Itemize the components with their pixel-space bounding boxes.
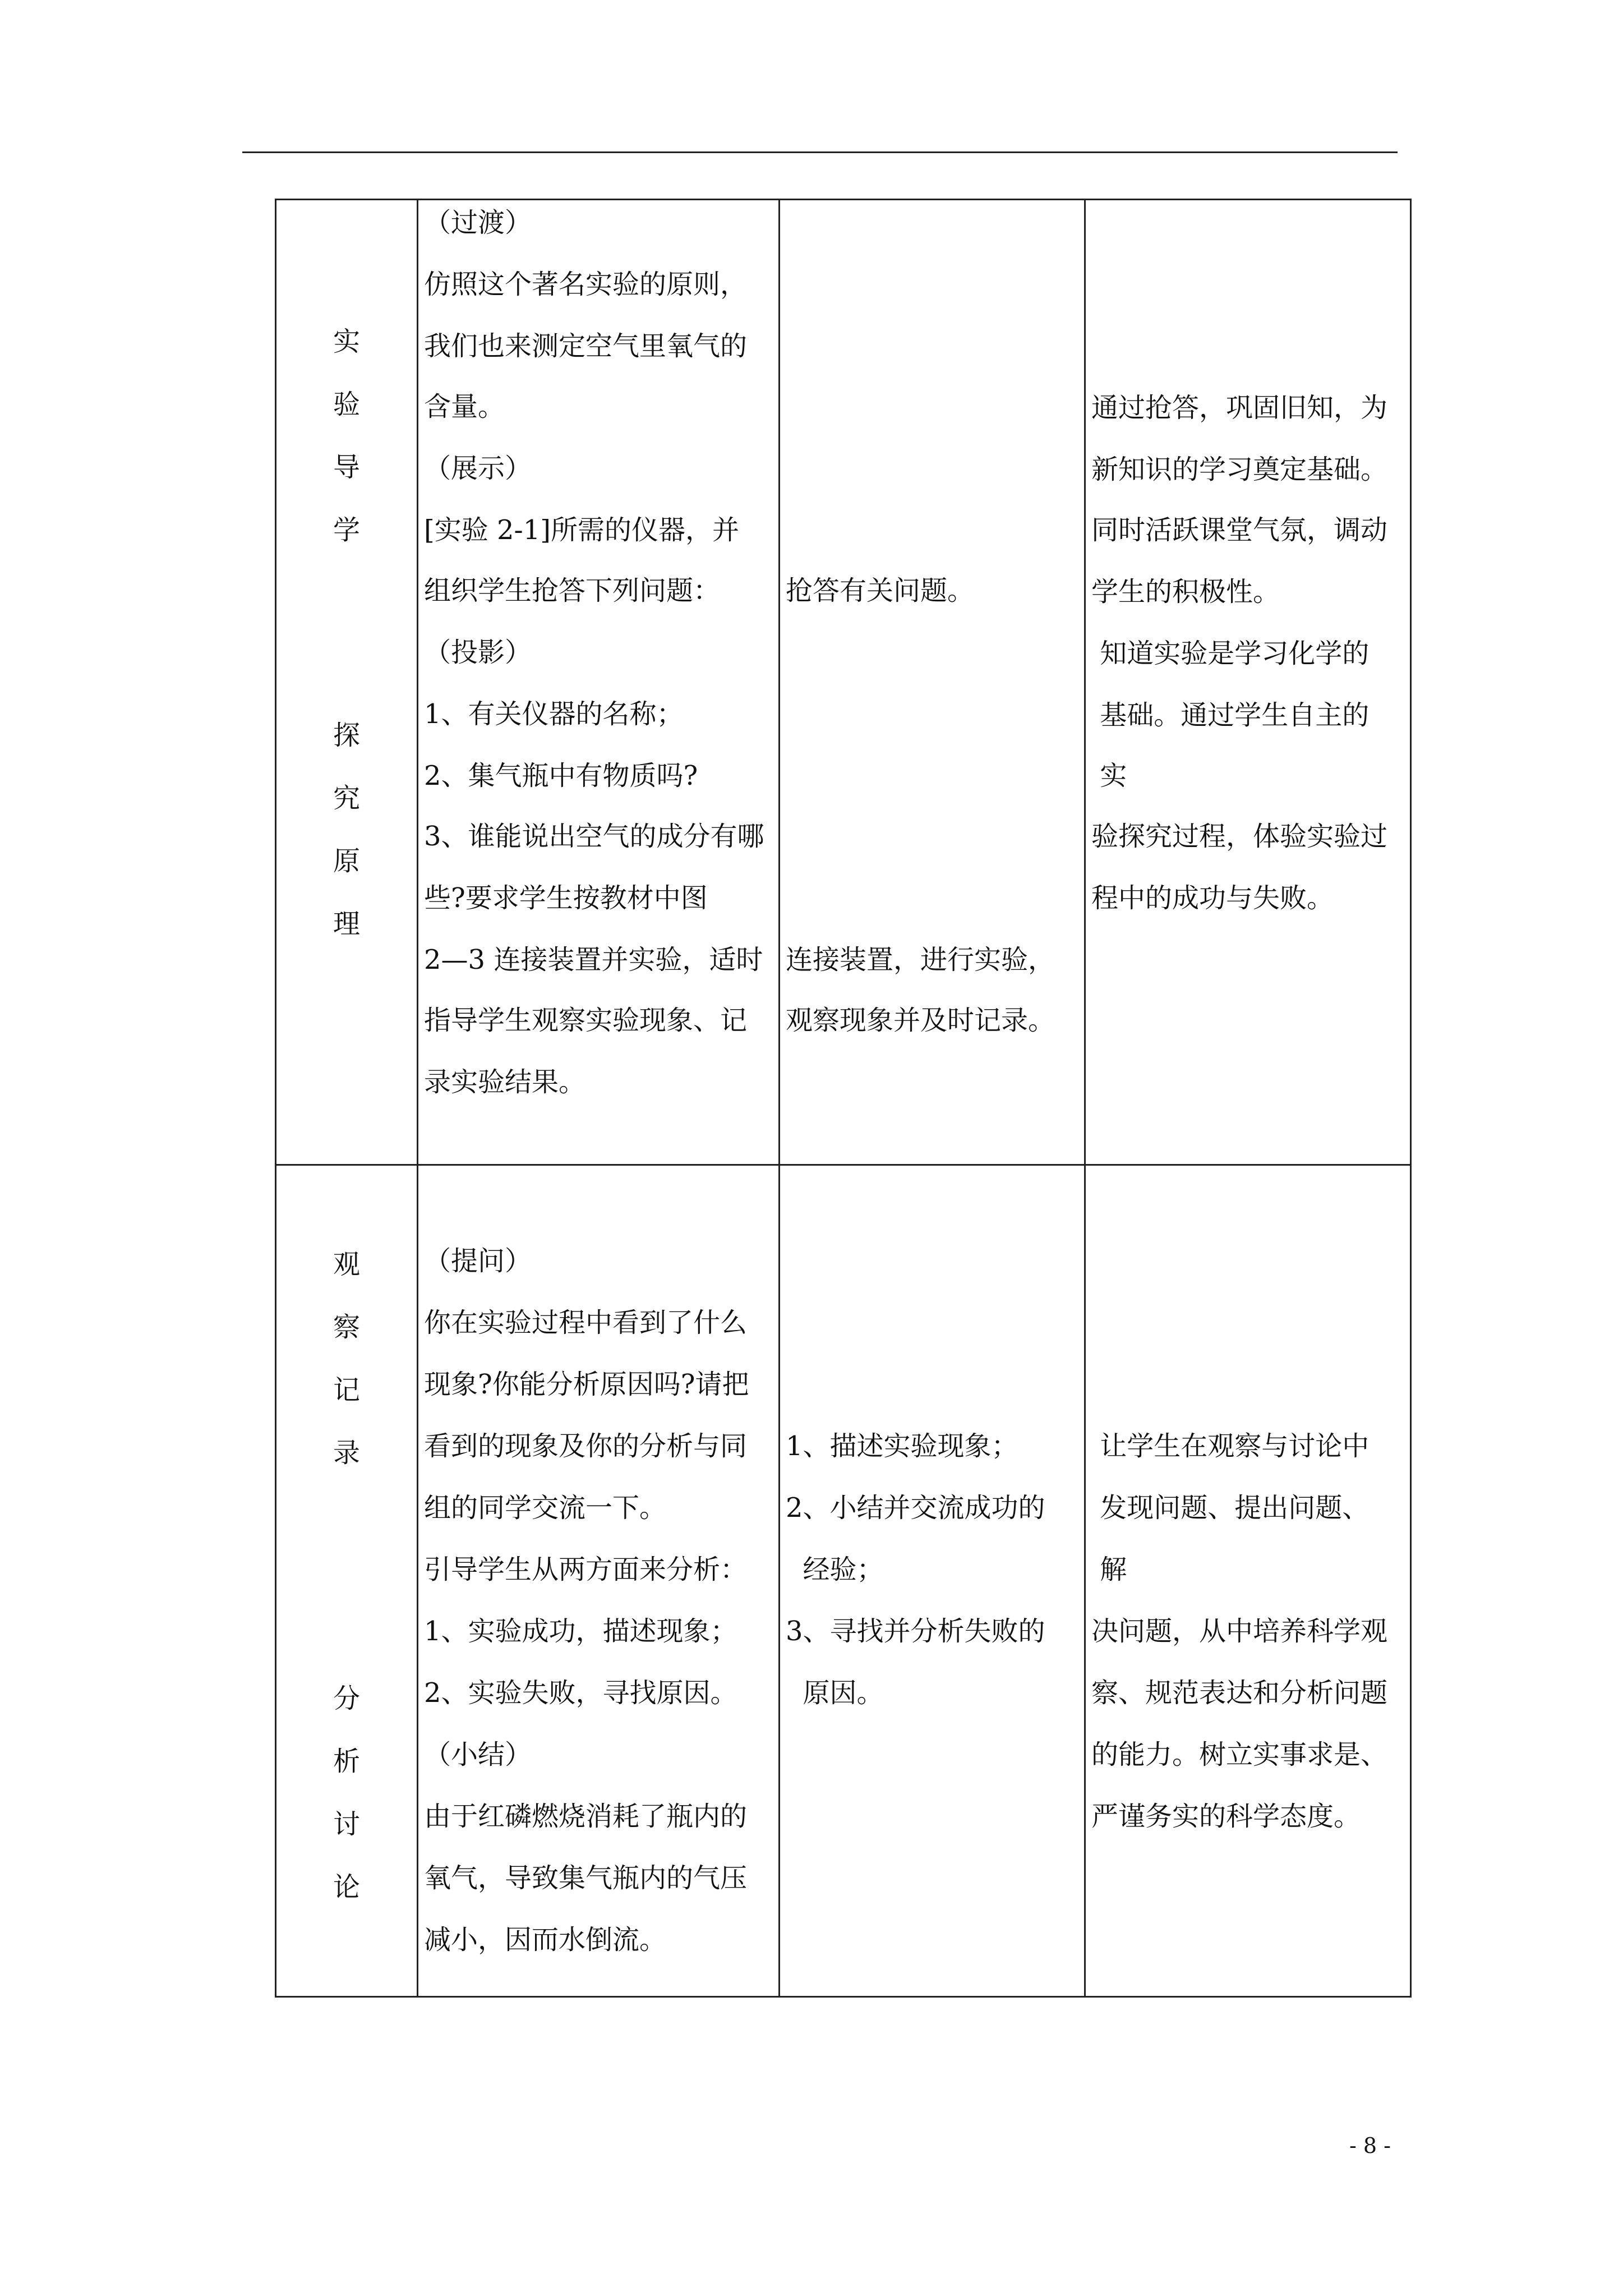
stage-label-line: 学 <box>333 514 360 546</box>
teacher-activity-cell <box>418 200 780 1165</box>
table-row <box>276 200 1411 1165</box>
teacher-activity-line: 些?要求学生按教材中图 <box>424 882 708 914</box>
student-activity-line: 3、寻找并分析失败的 <box>786 1616 1045 1647</box>
stage-label-line: 理 <box>333 908 360 940</box>
stage-label-line: 观 <box>333 1249 360 1280</box>
student-activity-line: 连接装置，进行实验， <box>786 944 1055 976</box>
design-intent-line: 察、规范表达和分析问题 <box>1091 1677 1388 1709</box>
design-intent-line: 通过抢答，巩固旧知，为 <box>1091 392 1388 424</box>
stage-label-line: 察 <box>333 1312 360 1343</box>
student-activity-line: 经验； <box>786 1554 884 1585</box>
design-intent-cell <box>1085 200 1411 1165</box>
teacher-activity-line: 组的同学交流一下。 <box>424 1492 667 1524</box>
teacher-activity-line: （过渡） <box>424 207 532 238</box>
stage-label-line: 验 <box>333 389 360 420</box>
teacher-activity-line: 含量。 <box>424 391 505 422</box>
teacher-activity-line: 3、谁能说出空气的成分有哪 <box>424 821 764 852</box>
design-intent-line: 新知识的学习奠定基础。 <box>1091 454 1388 485</box>
stage-label-line: 导 <box>333 452 360 483</box>
student-activity-cell <box>780 200 1085 1165</box>
student-activity-line: 抢答有关问题。 <box>786 575 975 606</box>
teacher-activity-line: 现象?你能分析原因吗?请把 <box>424 1369 749 1400</box>
teacher-activity-line: 2、实验失败，寻找原因。 <box>424 1677 737 1709</box>
teacher-activity-cell <box>418 1165 780 1997</box>
stage-label-line: 讨 <box>333 1809 360 1840</box>
design-intent-line: 让学生在观察与讨论中 <box>1091 1430 1370 1462</box>
stage-label-line: 实 <box>333 326 360 357</box>
stage-label-line: 原 <box>333 845 360 877</box>
teacher-activity-line: 指导学生观察实验现象、记 <box>424 1005 748 1036</box>
table-row <box>276 1165 1411 1997</box>
teacher-activity-line: 看到的现象及你的分析与同 <box>424 1430 748 1462</box>
student-activity-cell <box>780 1165 1085 1997</box>
design-intent-line: 基础。通过学生自主的 <box>1091 700 1370 731</box>
design-intent-line: 解 <box>1091 1554 1127 1585</box>
design-intent-line: 程中的成功与失败。 <box>1091 882 1334 914</box>
teacher-activity-line: 引导学生从两方面来分析： <box>424 1554 748 1585</box>
student-activity-line: 观察现象并及时记录。 <box>786 1005 1055 1036</box>
student-activity-line: 原因。 <box>786 1677 884 1709</box>
design-intent-line: 的能力。树立实事求是、 <box>1091 1739 1388 1770</box>
stage-label-line: 探 <box>333 720 360 751</box>
design-intent-line: 同时活跃课堂气氛，调动 <box>1091 514 1388 546</box>
teacher-activity-line: 减小，因而水倒流。 <box>424 1924 667 1955</box>
student-activity-line: 2、小结并交流成功的 <box>786 1492 1045 1524</box>
stage-label-line: 录 <box>333 1437 360 1469</box>
teacher-activity-line: 1、实验成功，描述现象； <box>424 1616 737 1647</box>
student-activity-line: 1、描述实验现象； <box>786 1430 1018 1462</box>
page-number: - 8 - <box>1349 2133 1391 2158</box>
design-intent-line: 实 <box>1091 760 1127 792</box>
stage-label-line: 析 <box>333 1746 360 1777</box>
stage-label-line: 究 <box>333 783 360 814</box>
teacher-activity-line: （小结） <box>424 1739 532 1770</box>
stage-cell <box>276 1165 418 1997</box>
teacher-activity-line: （提问） <box>424 1245 532 1277</box>
design-intent-line: 发现问题、提出问题、 <box>1091 1492 1370 1524</box>
teacher-activity-line: （展示） <box>424 453 532 484</box>
design-intent-line: 验探究过程，体验实验过 <box>1091 821 1388 852</box>
teacher-activity-line: 氧气，导致集气瓶内的气压 <box>424 1862 748 1894</box>
teacher-activity-line: 仿照这个著名实验的原则， <box>424 269 748 300</box>
teacher-activity-line: 组织学生抢答下列问题： <box>424 575 721 606</box>
header-rule <box>242 151 1398 153</box>
teacher-activity-line: 我们也来测定空气里氧气的 <box>424 330 748 362</box>
teacher-activity-line: 录实验结果。 <box>424 1066 586 1098</box>
stage-label-line: 论 <box>333 1871 360 1903</box>
stage-label-line: 记 <box>333 1374 360 1406</box>
teacher-activity-line: 2—3 连接装置并实验，适时 <box>424 944 763 976</box>
teacher-activity-line: 2、集气瓶中有物质吗? <box>424 760 698 792</box>
teacher-activity-line: 1、有关仪器的名称； <box>424 698 684 730</box>
stage-label-line: 分 <box>333 1683 360 1714</box>
lesson-plan-table <box>275 199 1412 1998</box>
design-intent-line: 决问题，从中培养科学观 <box>1091 1616 1388 1647</box>
teacher-activity-line: 你在实验过程中看到了什么 <box>424 1307 748 1338</box>
teacher-activity-line: [实验 2-1]所需的仪器，并 <box>424 514 740 546</box>
design-intent-line: 严谨务实的科学态度。 <box>1091 1801 1361 1832</box>
design-intent-line: 学生的积极性。 <box>1091 576 1280 608</box>
teacher-activity-line: （投影） <box>424 637 532 668</box>
stage-cell <box>276 200 418 1165</box>
design-intent-line: 知道实验是学习化学的 <box>1091 638 1370 669</box>
teacher-activity-line: 由于红磷燃烧消耗了瓶内的 <box>424 1801 748 1832</box>
design-intent-cell <box>1085 1165 1411 1997</box>
